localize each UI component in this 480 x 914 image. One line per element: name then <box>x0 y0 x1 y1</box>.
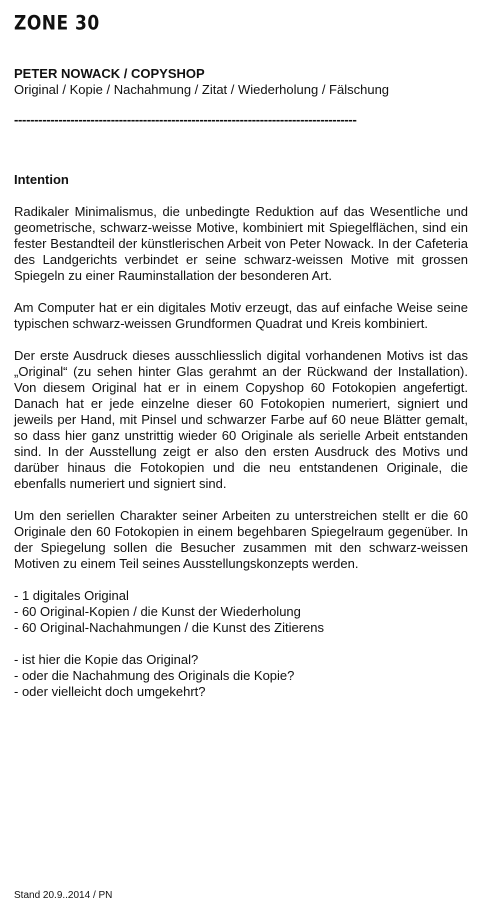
list-item: - 60 Original-Nachahmungen / die Kunst des Zitierens <box>14 620 324 635</box>
dashed-divider: ------------------------------------------------------------------------------------- <box>14 112 357 127</box>
questions-list <box>14 652 468 700</box>
document-subtitle: Original / Kopie / Nachahmung / Zitat / Wiederholung / Fälschung <box>14 82 390 97</box>
paragraph-3: Der erste Ausdruck dieses ausschliesslich digital vorhandenen Motivs ist das „Original“ (zu sehen hinter Glas gerahmt an der Rückwand der Installation). Von diesem Original hat er in einem Copyshop 60 Fotokopien angefertigt. Danach hat er jede einzelne dieser 60 Fotokopien numeriert, signiert und jeweils per Hand, mit Pinsel und schwarzer Farbe auf 60 neue Blätter gemalt, so dass hier ganz unstrittig wieder 60 Originale als serielle Arbeit entstanden sind. In der Ausstellung zeigt er also den ersten Ausdruck des Motivs und darüber hinaus die Fotokopien und die neu entstandenen Originale, die ebenfalls numeriert und signiert sind. <box>14 348 468 491</box>
question-item: - oder vielleicht doch umgekehrt? <box>14 684 206 699</box>
works-list <box>14 588 468 636</box>
document-title: PETER NOWACK / COPYSHOP <box>14 66 205 81</box>
paragraph-2: Am Computer hat er ein digitales Motiv erzeugt, das auf einfache Weise seine typischen schwarz-weissen Grundformen Quadrat und Kreis kombiniert. <box>14 300 468 331</box>
paragraph-4: Um den seriellen Charakter seiner Arbeiten zu unterstreichen stellt er die 60 Originale den 60 Fotokopien in einem begehbaren Spiegelraum gegenüber. In der Spiegelung sollen die Besucher zusammen mit den schwarz-weissen Motiven zu einem Teil seines Ausstellungskonzepts werden. <box>14 508 468 571</box>
paragraph-1: Radikaler Minimalismus, die unbedingte Reduktion auf das Wesentliche und geometrische, schwarz-weisse Motive, kombiniert mit Spiegelflächen, sind ein fester Bestandteil der künstlerischen Arbeit von Peter Nowack. In der Cafeteria des Landgerichts verbindet er seine schwarz-weissen Motive mit grossen Spiegeln zu einer Rauminstallation der besonderen Art. <box>14 204 468 283</box>
footer-stand-date: Stand 20.9..2014 / PN <box>14 890 113 901</box>
list-item: - 60 Original-Kopien / die Kunst der Wiederholung <box>14 604 301 619</box>
list-item: - 1 digitales Original <box>14 588 129 603</box>
question-item: - ist hier die Kopie das Original? <box>14 652 199 667</box>
question-item: - oder die Nachahmung des Originals die Kopie? <box>14 668 295 683</box>
section-heading-intention: Intention <box>14 172 69 187</box>
zone-30-logo: ZONE 30 <box>14 12 100 35</box>
document-body <box>14 66 468 700</box>
